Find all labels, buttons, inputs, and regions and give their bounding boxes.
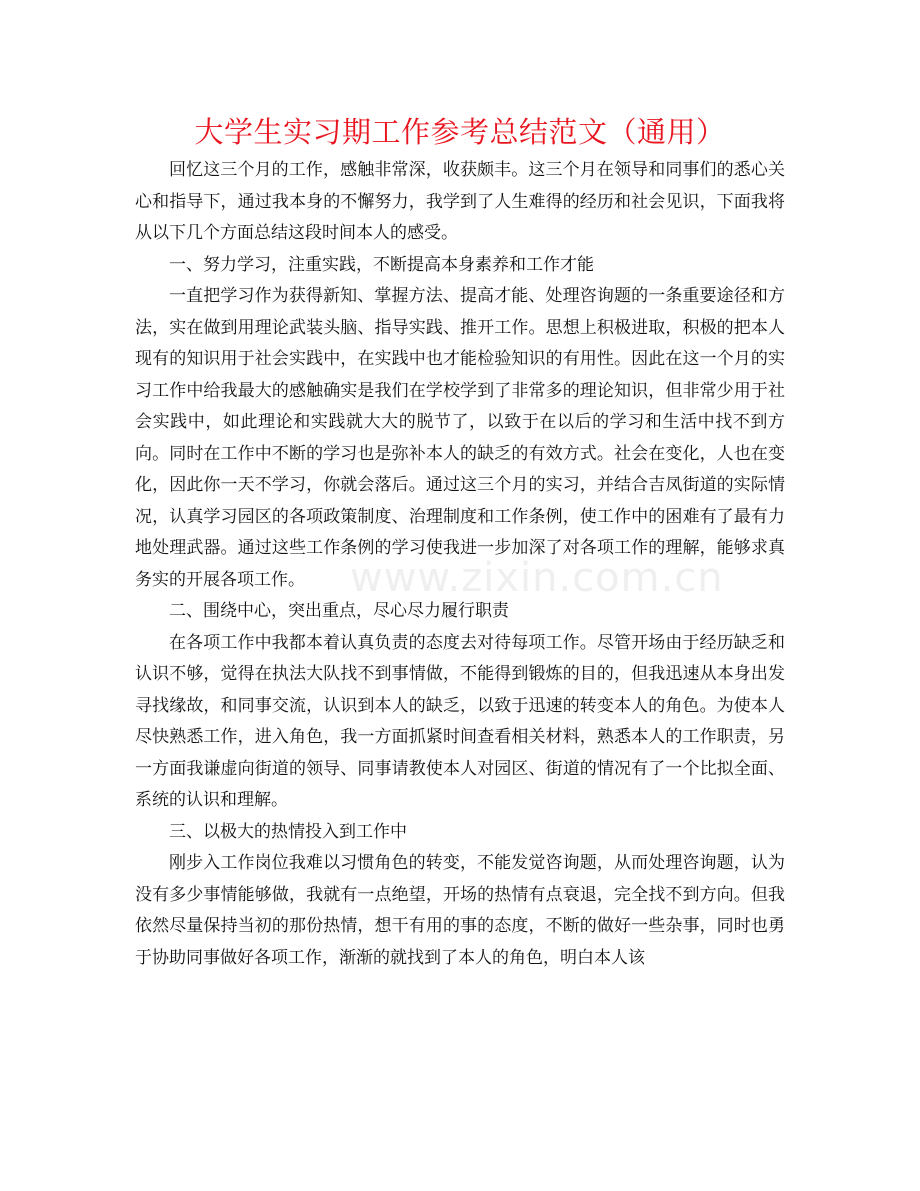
section-heading-3: 三、以极大的热情投入到工作中: [169, 821, 407, 842]
section-3-paragraph: 刚步入工作岗位我难以习惯角色的转变，不能发觉咨询题，从而处理咨询题，认为没有多少事情能够做，我就有一点绝望，开场的热情有点衰退，完全找不到方向。但我依然尽量保持当初的那份热情，想干有用的事的态度，不断的做好一些杂事，同时也勇于协助同事做好各项工作，渐渐的就找到了本人的角色，明白本人该: [135, 853, 785, 968]
section-1-paragraph: 一直把学习作为获得新知、掌握方法、提高才能、处理咨询题的一条重要途径和方法，实在做到用理论武装头脑、指导实践、推开工作。思想上积极进取，积极的把本人现有的知识用于社会实践中，在实践中也才能检验知识的有用性。因此在这一个月的实习工作中给我最大的感触确实是我们在学校学到了非常多的理论知识，但非常少用于社会实践中，如此理论和实践就大大的脱节了，以致于在以后的学习和生活中找不到方向。同时在工作中不断的学习也是弥补本人的缺乏的有效方式。社会在变化，人也在变化，因此你一天不学习，你就会落后。通过这三个月的实习，并结合吉凤街道的实际情况，认真学习园区的各项政策制度、治理制度和工作条例，使工作中的困难有了最有力地处理武器。通过这些工作条例的学习使我进一步加深了对各项工作的理解，能够求真务实的开展各项工作。: [135, 286, 785, 590]
section-heading-1: 一、努力学习，注重实践，不断提高本身素养和工作才能: [169, 254, 594, 275]
section-2-paragraph: 在各项工作中我都本着认真负责的态度去对待每项工作。尽管开场由于经历缺乏和认识不够，觉得在执法大队找不到事情做，不能得到锻炼的目的，但我迅速从本身出发寻找缘故，和同事交流，认识到本人的缺乏，以致于迅速的转变本人的角色。为使本人尽快熟悉工作，进入角色，我一方面抓紧时间查看相关材料，熟悉本人的工作职责，另一方面我谦虚向街道的领导、同事请教使本人对园区、街道的情况有了一个比拟全面、系统的认识和理解。: [135, 632, 785, 810]
document-title: 大学生实习期工作参考总结范文（通用）: [194, 115, 726, 149]
document-body: [135, 155, 785, 974]
watermark: www.zixin.com.cn: [350, 555, 724, 601]
intro-paragraph: 回忆这三个月的工作，感触非常深，收获颇丰。这三个月在领导和同事们的悉心关心和指导下，通过我本身的不懈努力，我学到了人生难得的经历和社会见识，下面我将从以下几个方面总结这段时间本人的感受。: [135, 160, 785, 243]
section-heading-2: 二、围绕中心，突出重点，尽心尽力履行职责: [169, 601, 509, 621]
